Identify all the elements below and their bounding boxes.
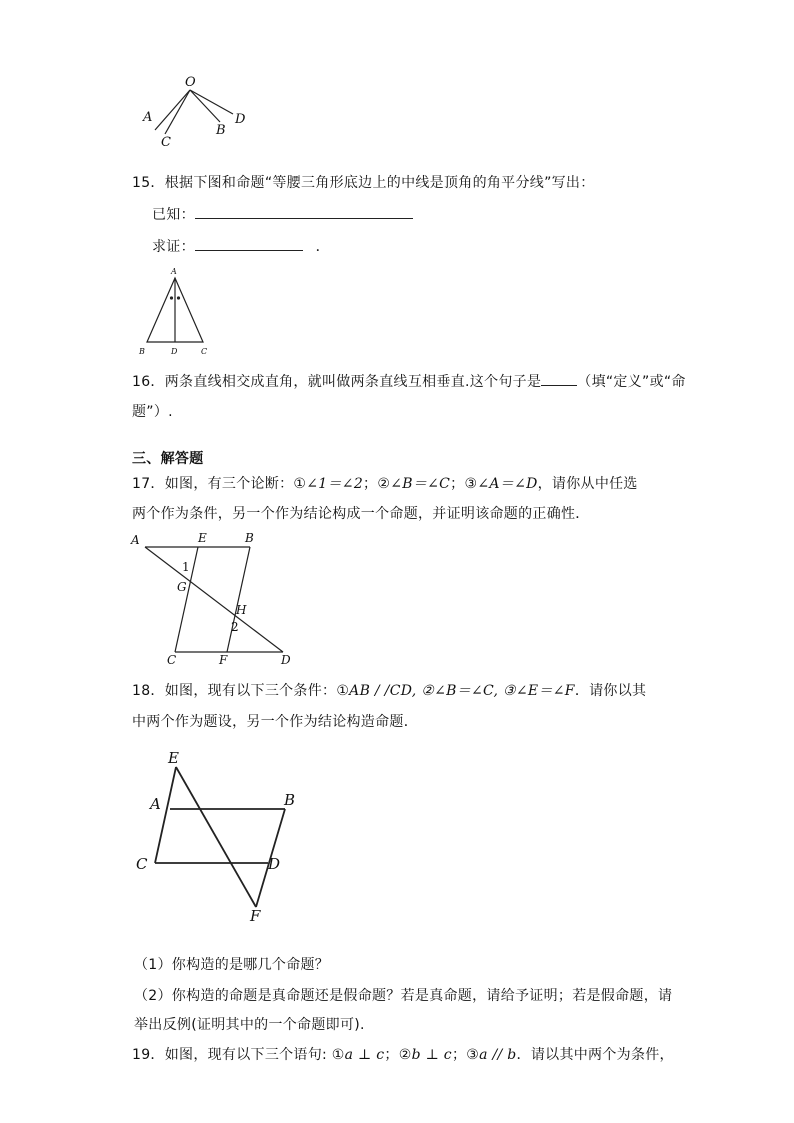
q18-line2: 中两个作为题设，另一个作为结论构造命题．	[132, 714, 418, 730]
q19-intro: 19．如图，现有以下三个语句: ①	[132, 1047, 345, 1063]
q17-label-B: B	[245, 531, 254, 545]
q15-known	[152, 204, 413, 224]
q17-label-1: 1	[182, 560, 190, 574]
q17-label-E: E	[198, 531, 207, 545]
q17-intro: 17．如图，有三个论断：①	[132, 476, 307, 492]
section-title: 三、解答题	[132, 451, 204, 467]
tri-label-C: C	[201, 347, 208, 356]
q17-label-D: D	[281, 653, 291, 667]
label-D: D	[235, 112, 246, 127]
q17-line2: 两个作为条件，另一个作为结论构成一个命题，并证明该命题的正确性．	[132, 506, 590, 522]
q18-conds: AB / /CD, ②∠B＝∠C, ③∠E＝∠F	[349, 683, 575, 699]
q16-text: 16．两条直线相交成直角，就叫做两条直线互相垂直.这个句子是	[132, 374, 542, 390]
q18-label-B: B	[284, 791, 296, 809]
tri-label-B: B	[139, 347, 145, 356]
q17-label-2: 2	[231, 620, 239, 634]
q17-tail: ，请你从中任选	[537, 476, 638, 492]
q17-label-G: G	[177, 580, 187, 594]
q19-sep2: ；③	[451, 1047, 480, 1063]
q18-sub2-line2: 举出反例(证明其中的一个命题即可).	[134, 1017, 365, 1033]
tri-label-D: D	[171, 347, 178, 356]
q18-tail: ．请你以其	[574, 683, 647, 699]
q18-label-D: D	[268, 855, 281, 873]
q16-line2: 题”）.	[132, 404, 173, 420]
q17-line1	[132, 473, 638, 493]
figure-q17	[125, 530, 305, 670]
q17-cond3: ∠A＝∠D	[477, 476, 538, 492]
label-O: O	[185, 75, 196, 90]
q17-cond2: ∠B＝∠C	[390, 476, 451, 492]
figure-isosceles-triangle	[135, 264, 215, 360]
q18-sub2-line1: （2）你构造的命题是真命题还是假命题？若是真命题，请给予证明；若是假命题，请	[134, 988, 673, 1004]
q17-label-F: F	[219, 653, 228, 667]
q16-line1	[132, 371, 686, 391]
q19-line1	[132, 1044, 674, 1064]
figure-angle-rays	[135, 72, 255, 152]
q17-cond1: ∠1＝∠2	[306, 476, 364, 492]
q15-prove	[152, 236, 330, 256]
q19-tail: ．请以其中两个为条件，	[516, 1047, 674, 1063]
q18-line1	[132, 680, 646, 700]
prove-blank[interactable]	[195, 238, 303, 251]
q17-label-H: H	[236, 603, 247, 617]
label-B: B	[216, 123, 226, 138]
end-mark: ．	[315, 239, 330, 255]
q18-label-A: A	[150, 795, 161, 813]
label-C: C	[161, 135, 171, 150]
known-blank[interactable]	[195, 206, 413, 219]
q19-stmt2: b ⊥ c	[411, 1047, 452, 1063]
q19-stmt1: a ⊥ c	[344, 1047, 385, 1063]
q18-label-C: C	[136, 855, 148, 873]
q15-text: 15．根据下图和命题“等腰三角形底边上的中线是顶角的角平分线”写出：	[132, 175, 595, 191]
tri-label-A: A	[171, 267, 177, 276]
q17-sep2: ；③	[450, 476, 478, 492]
q16-tail: （填“定义”或“命	[577, 374, 686, 390]
q18-intro: 18．如图，现有以下三个条件：①	[132, 683, 350, 699]
known-label: 已知：	[152, 207, 195, 223]
prove-label: 求证：	[152, 239, 195, 255]
q19-sep1: ；②	[384, 1047, 412, 1063]
q17-label-C: C	[167, 653, 177, 667]
q18-sub1: （1）你构造的是哪几个命题？	[134, 957, 330, 973]
q18-label-F: F	[250, 907, 261, 925]
q17-label-A: A	[131, 533, 140, 547]
label-A: A	[143, 110, 153, 125]
q16-blank[interactable]	[541, 373, 577, 386]
q19-stmt3: a // b	[479, 1047, 517, 1063]
q18-label-E: E	[168, 749, 179, 767]
q17-sep1: ；②	[363, 476, 391, 492]
figure-q18	[130, 745, 310, 925]
